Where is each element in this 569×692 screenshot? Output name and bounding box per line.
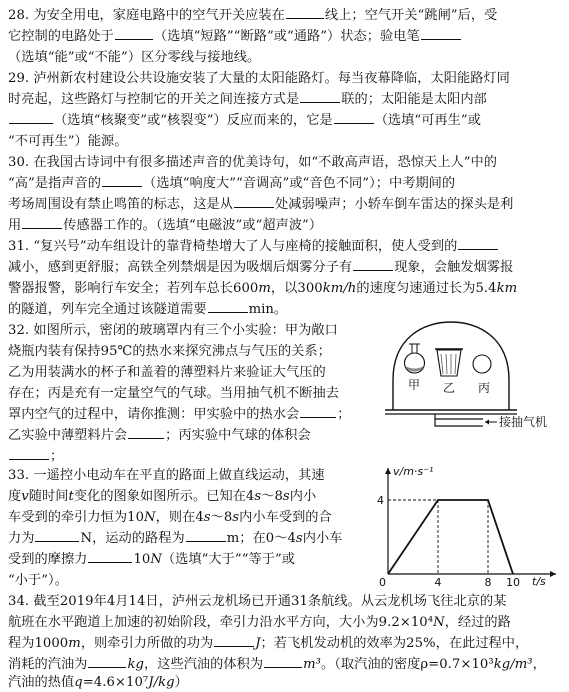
text: 内小车 (302, 531, 343, 546)
text: ，则在4 (155, 510, 204, 525)
text: （选填“核聚变”或“核裂变”）反应而来的，它是 (54, 113, 333, 128)
text: （选填“可再生”或 (374, 113, 481, 128)
q32-line-4 (8, 384, 339, 403)
text: 汽油的热值 (8, 675, 75, 690)
text: ；丙实验中气球的体积会 (165, 428, 311, 443)
unit: s (282, 489, 290, 504)
text: 用 (8, 218, 22, 233)
text: 车受到的牵引力恒为10 (8, 510, 145, 525)
answer-blank[interactable] (22, 216, 62, 229)
x-tick-label: 10 (506, 576, 520, 589)
answer-blank[interactable] (88, 550, 132, 563)
q31-line-4 (8, 300, 287, 319)
text: 乙实验中薄塑料片会 (8, 428, 128, 443)
q33-line-3 (8, 508, 332, 527)
text: 变化的图象如图所示。已知在4 (73, 489, 255, 504)
text: 的速度匀速通过长为5.4 (356, 281, 497, 296)
text: 减小，感到更舒服；高铁全列禁烟是因为吸烟后烟雾分子有 (8, 260, 353, 275)
answer-blank[interactable] (214, 634, 254, 647)
q33-line-5 (8, 550, 295, 569)
q32-line-3 (8, 363, 326, 382)
q32-line-6 (8, 426, 311, 445)
unit: m (68, 636, 81, 651)
text: （选填“短路”“断路”或“通路”）状态；验电笔 (153, 29, 420, 44)
text: 航班在水平跑道上加速的初始阶段，牵引力沿水平方向，大小为9.2×10⁴ (8, 615, 434, 630)
unit: s (232, 510, 240, 525)
q31-line-1 (8, 237, 499, 256)
q29-line-3 (8, 111, 481, 130)
text: “不可再生”）能源。 (8, 134, 128, 149)
text: 烧瓶内装有保持95℃的热水来探究沸点与气压的关系； (8, 344, 331, 359)
q30-line-3 (8, 195, 513, 214)
balloon-icon (473, 355, 491, 373)
answer-blank[interactable] (286, 6, 324, 19)
answer-blank[interactable] (353, 258, 393, 271)
text: ，以300 (270, 281, 323, 296)
unit: kg (127, 657, 144, 672)
q34-line-4 (8, 655, 546, 674)
answer-blank[interactable] (9, 447, 49, 460)
text: ； (50, 449, 64, 464)
text: 10 (133, 552, 151, 567)
answer-blank[interactable] (9, 111, 53, 124)
text: 的隧道，列车完全通过该隧道需要 (8, 302, 207, 317)
text: 度 (8, 489, 22, 504)
q32-line-7 (8, 447, 63, 466)
text: 随时间 (28, 489, 69, 504)
y-axis-label: v/m·s⁻¹ (393, 465, 434, 478)
answer-blank[interactable] (186, 529, 226, 542)
text: 34. 截至2019年4月14日，泸州云龙机场已开通31条航线。从云龙机场飞往北京的某 (8, 594, 507, 609)
answer-blank[interactable] (208, 300, 248, 313)
q28-line-3 (8, 48, 260, 67)
unit: kg/m³ (493, 657, 533, 672)
q29-line-4 (8, 132, 127, 151)
q34-line-2 (8, 613, 511, 632)
text: 处减弱噪声；小轿车倒车雷达的探头是利 (275, 197, 514, 212)
text: 33. 一遥控小电动车在平直的路面上做直线运动，其速 (8, 468, 325, 483)
text: 程为1000 (8, 636, 69, 651)
text: 消耗的汽油为 (8, 657, 88, 672)
answer-blank[interactable] (421, 27, 461, 40)
y-axis-arrow (385, 468, 391, 474)
q32-line-2 (8, 342, 331, 361)
text: 传感器工作的。（选填“电磁波”或“超声波”） (63, 218, 323, 233)
pump-label: 接抽气机 (499, 415, 548, 429)
text: 内小 (289, 489, 317, 504)
unit: m (258, 281, 271, 296)
text: ～8 (210, 510, 233, 525)
text: 考场周围设有禁止鸣笛的标志，这是从 (8, 197, 234, 212)
answer-blank[interactable] (264, 655, 302, 668)
exhaust-pipe (435, 414, 483, 426)
velocity-time-chart (372, 458, 564, 590)
text: 线上；空气开关“跳闸”后，受 (324, 8, 498, 23)
answer-blank[interactable] (300, 90, 340, 103)
q30-line-1 (8, 153, 497, 172)
text: 31. “复兴号”动车组设计的靠背椅垫增大了人与座椅的接触面积，使人受到的 (8, 239, 458, 254)
text: （选填“响度大”“音调高”或“音色不同”）；中考期间的 (143, 176, 456, 191)
x-tick-label: 8 (484, 576, 492, 589)
x-tick-label: 4 (434, 576, 442, 589)
unit: km/h (322, 281, 357, 296)
q32-line-1 (8, 321, 338, 340)
text: 力为 (8, 531, 35, 546)
y-tick-label: 4 (377, 494, 384, 507)
series-line (388, 500, 513, 574)
q28-line-1 (8, 6, 497, 25)
text: （选填“大于”“等于”或 (161, 552, 295, 567)
text: ，经过的路 (444, 615, 511, 630)
answer-blank[interactable] (88, 655, 126, 668)
x-axis-label: t/s (532, 575, 546, 588)
unit: N (433, 615, 445, 630)
answer-blank[interactable] (102, 174, 142, 187)
q33-line-2 (8, 487, 316, 506)
answer-blank[interactable] (115, 27, 153, 40)
answer-blank[interactable] (300, 405, 336, 418)
text: N，运动的路程为 (80, 531, 185, 546)
unit: m³ (303, 657, 322, 672)
text: m；在0～4 (226, 531, 296, 546)
text: “小于”）。 (8, 573, 68, 588)
text: ；若飞机发动机的效率为25%，在此过程中， (260, 636, 529, 651)
text: （选填“能”或“不能”）区分零线与接地线。 (8, 50, 261, 65)
text: 29. 泸州新农村建设公共设施安装了大量的太阳能路灯。每当夜幕降临，太阳能路灯同 (8, 71, 510, 86)
answer-blank[interactable] (35, 529, 79, 542)
unit: J/kg (148, 675, 175, 690)
bell-jar-figure (375, 318, 565, 434)
answer-blank[interactable] (458, 237, 498, 250)
x-axis-arrow (550, 571, 556, 577)
q32-line-5 (8, 405, 350, 424)
arrow-head (485, 420, 489, 425)
symbol: v (21, 489, 29, 504)
q31-line-2 (8, 258, 513, 277)
q33-line-1 (8, 466, 325, 485)
answer-blank[interactable] (128, 426, 164, 439)
text: 罩内空气的过程中，请你推测：甲实验中的热水会 (8, 407, 300, 422)
unit: s (295, 531, 303, 546)
text: ， (532, 657, 546, 672)
unit: N (144, 510, 156, 525)
answer-blank[interactable] (234, 195, 274, 208)
text: 现象，会触发烟雾报 (394, 260, 514, 275)
text: ～8 (261, 489, 283, 504)
q34-line-1 (8, 592, 506, 611)
text: =4.6×10⁷ (82, 675, 149, 690)
unit: s (254, 489, 262, 504)
text: 28. 为安全用电，家庭电路中的空气开关应装在 (8, 8, 285, 23)
label-bing: 丙 (478, 381, 491, 395)
text: 内小车受到的合 (239, 510, 332, 525)
q33-line-6 (8, 571, 68, 590)
text: 它控制的电路处于 (8, 29, 114, 44)
symbol: t (68, 489, 74, 504)
unit: J (255, 636, 261, 651)
q30-line-4 (8, 216, 322, 235)
label-jia: 甲 (408, 378, 421, 392)
text: 30. 在我国古诗词中有很多描述声音的优美诗句，如“不敢高声语，恐惊天上人”中的 (8, 155, 498, 170)
unit: km (496, 281, 518, 296)
text: ； (337, 407, 351, 422)
q29-line-2 (8, 90, 487, 109)
text: 乙为用装满水的杯子和盖着的薄塑料片来验证大气压的 (8, 365, 326, 380)
q29-line-1 (8, 69, 510, 88)
text: min。 (248, 302, 288, 317)
text: 联的；太阳能是太阳内部 (341, 92, 487, 107)
text: “高”是指声音的 (8, 176, 102, 191)
text: 时亮起，这些路灯与控制它的开关之间连接方式是 (8, 92, 300, 107)
text: 。（取汽油的密度ρ=0.7×10³ (321, 657, 494, 672)
cup-icon (435, 349, 463, 376)
unit: s (203, 510, 211, 525)
x-tick-label: 0 (379, 576, 386, 589)
q30-line-2 (8, 174, 455, 193)
label-yi: 乙 (443, 381, 456, 395)
q28-line-2 (8, 27, 462, 46)
flask-icon (405, 344, 425, 373)
text: ，则牵引力所做的功为 (80, 636, 214, 651)
unit: N (150, 552, 162, 567)
symbol: q (74, 675, 83, 690)
q31-line-3 (8, 279, 517, 298)
q33-line-4 (8, 529, 342, 548)
answer-blank[interactable] (334, 111, 374, 124)
text: ，这些汽油的体积为 (143, 657, 264, 672)
text: 32. 如图所示，密闭的玻璃罩内有三个小实验：甲为敞口 (8, 323, 338, 338)
text: 存在；丙是充有一定量空气的气球。当用抽气机不断抽去 (8, 386, 339, 401)
text: ） (174, 675, 188, 690)
text: 警器报警，影响行车安全；若列车总长600 (8, 281, 259, 296)
text: 受到的摩擦力 (8, 552, 88, 567)
q34-line-3 (8, 634, 528, 653)
q34-line-5 (8, 673, 188, 692)
